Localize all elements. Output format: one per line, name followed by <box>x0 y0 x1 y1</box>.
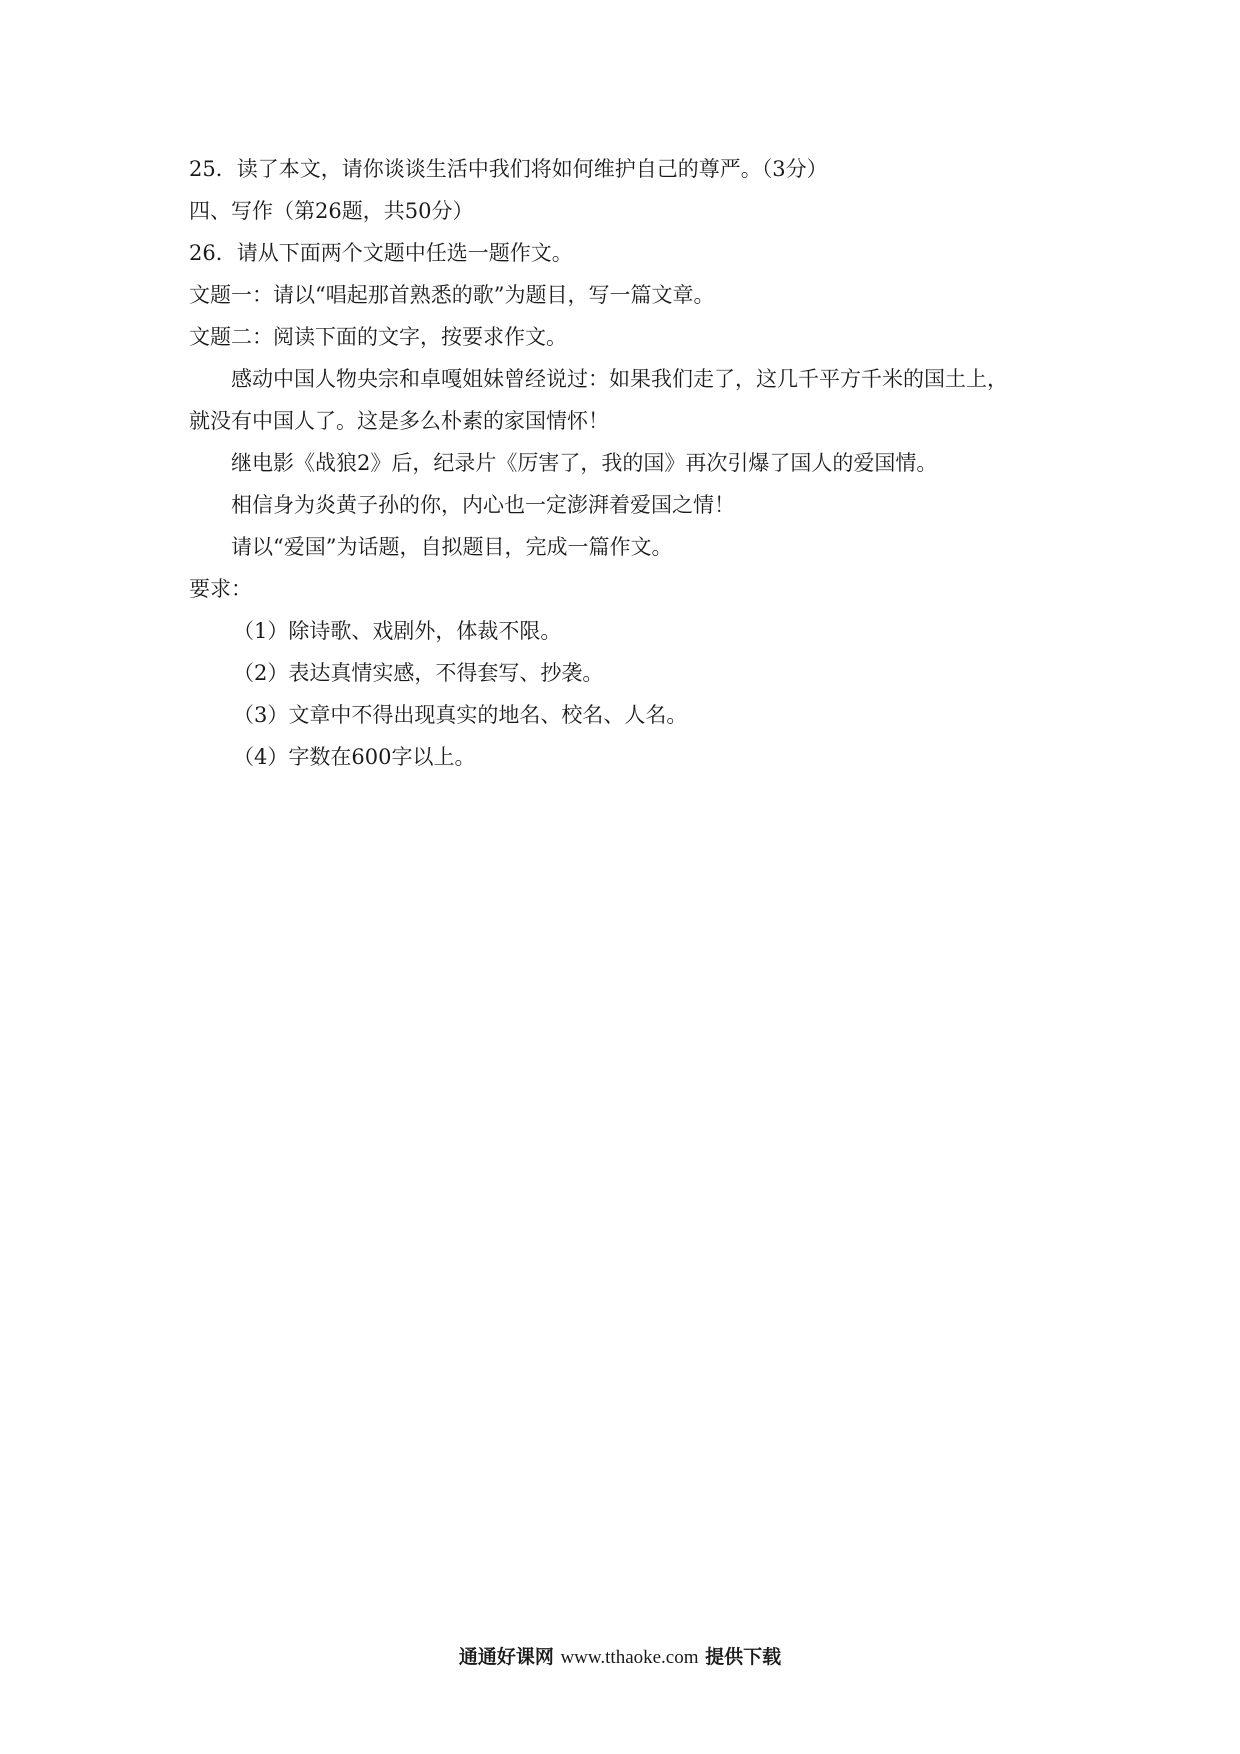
footer-suffix: 提供下载 <box>705 1646 782 1668</box>
passage-paragraph-1-line-1: 感动中国人物央宗和卓嘎姐妹曾经说过：如果我们走了，这几千平方千米的国土上， <box>231 367 1008 391</box>
question-26: 26．请从下面两个文题中任选一题作文。 <box>189 241 573 265</box>
page-footer <box>0 1642 1240 1673</box>
topic-1: 文题一：请以“唱起那首熟悉的歌”为题目，写一篇文章。 <box>189 283 715 307</box>
requirement-item: （2）表达真情实感，不得套写、抄袭。 <box>233 661 604 685</box>
requirement-item: （4）字数在600字以上。 <box>233 745 476 769</box>
passage-paragraph-3: 相信身为炎黄子孙的你，内心也一定澎湃着爱国之情！ <box>231 493 735 517</box>
passage-paragraph-1-line-2: 就没有中国人了。这是多么朴素的家国情怀！ <box>189 409 609 433</box>
passage-paragraph-2: 继电影《战狼2》后，纪录片《厉害了，我的国》再次引爆了国人的爱国情。 <box>231 451 938 475</box>
document-body <box>189 148 1069 778</box>
footer-site-name: 通通好课网 <box>458 1646 554 1668</box>
requirement-item: （1）除诗歌、戏剧外，体裁不限。 <box>233 619 562 643</box>
requirement-item: （3）文章中不得出现真实的地名、校名、人名。 <box>233 703 688 727</box>
footer-url: www.tthaoke.com <box>560 1647 699 1668</box>
topic-2: 文题二：阅读下面的文字，按要求作文。 <box>189 325 567 349</box>
section-4-heading: 四、写作（第26题，共50分） <box>189 199 474 223</box>
passage-paragraph-4: 请以“爱国”为话题，自拟题目，完成一篇作文。 <box>231 535 673 559</box>
requirements-label: 要求： <box>189 577 252 601</box>
question-25: 25．读了本文，请你谈谈生活中我们将如何维护自己的尊严。（3分） <box>189 157 828 181</box>
